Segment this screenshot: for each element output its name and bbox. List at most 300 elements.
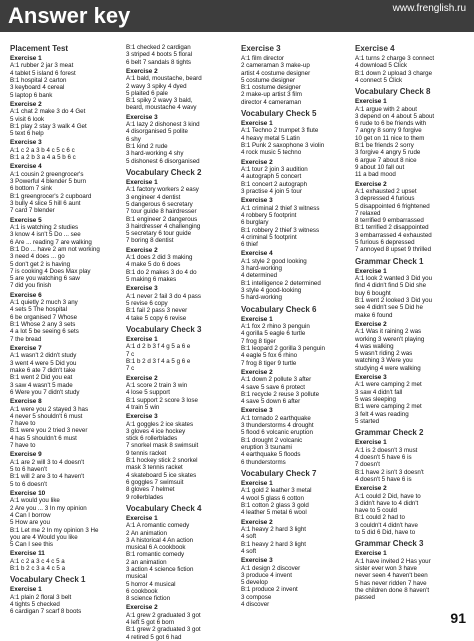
answer-line: 2 An animation [126, 529, 167, 537]
answer-line: 6 shy [126, 135, 141, 143]
exercise-heading: Exercise 9 [10, 451, 42, 459]
answer-line: 7 angry 8 sorry 9 forgive [355, 127, 422, 135]
answer-line: 4 left 5 got 6 born [126, 619, 175, 627]
answer-line: 5 costume designer [241, 76, 295, 84]
answer-line: B:1 recycle 2 reuse 3 pollute [241, 390, 320, 398]
answer-line: 4 autograph 5 concert [241, 173, 302, 181]
answer-line: 3 depend on 4 about 5 about [355, 112, 435, 120]
exercise-heading: Exercise 3 [241, 557, 273, 565]
answer-line: 6 goggles 7 swimsuit [126, 478, 184, 486]
answer-line: 4 soft [241, 533, 257, 541]
answer-line: 4 heavy metal 5 Latin [241, 134, 300, 142]
answer-line: 5 wasn't riding 2 was [355, 350, 413, 358]
answer-line: A:1 quietly 2 much 3 any [10, 299, 78, 307]
answer-line: A:1 style 2 good looking [241, 257, 307, 265]
answer-line: A:1 are 2 will 3 to 4 doesn't [10, 458, 85, 466]
answer-line: A:1 cousin 2 greengrocer's [10, 170, 84, 178]
answer-line: eruption 3 tsunami [241, 444, 292, 452]
answer-line: 4 sets 5 The hospital [10, 306, 67, 314]
answer-line: 2 cameraman 3 make-up [241, 62, 310, 70]
answer-line: 4 train 5 win [126, 403, 160, 411]
answer-line: 4 rock music 5 techno [241, 149, 302, 157]
answer-line: 3 produce 4 invent [241, 571, 292, 579]
answer-line: B:1 Punk 2 saxophone 3 violin [241, 142, 325, 150]
answer-line: musical [126, 573, 147, 581]
answer-line: 6 Are ... reading 7 are walking [10, 238, 92, 246]
answer-line: passed [355, 594, 375, 602]
exercise-heading: Exercise 2 [241, 368, 273, 376]
answer-line: 5 hard-working [241, 294, 282, 302]
answer-line: 7 doesn't [355, 461, 380, 469]
answer-line: 2 an animation [126, 558, 167, 566]
answer-line: 3 forgive 4 angry 5 rude [355, 149, 421, 157]
answer-line: 8 gloves 7 helmet [126, 486, 175, 494]
answer-line: 3 bully 4 slice 5 hill 6 aunt [10, 200, 81, 208]
answer-line: B:1 produce 2 invent [241, 586, 298, 594]
exercise-heading: Exercise 1 [241, 120, 273, 128]
answer-line: 8 terrified 9 embarrassed [355, 217, 424, 225]
section-heading: Vocabulary Check 7 [241, 468, 317, 478]
section-heading: Exercise 3 [241, 44, 281, 53]
answer-line: B:1 b 2 c 3 a 4 c 5 a [10, 565, 66, 573]
answer-line: A:1 is watching 2 studies [10, 224, 79, 232]
answer-line: A:1 have invited 2 Has your [355, 557, 431, 565]
answer-line: mask 3 tennis racket [126, 464, 183, 472]
answer-line: 5 revise 6 copy [126, 300, 168, 308]
answer-line: 3 thunderstorms 4 drought [241, 422, 314, 430]
answer-line: 4 take 5 copy 6 revise [126, 314, 187, 322]
answer-line: A:1 were you 2 stayed 3 has [10, 405, 89, 413]
answer-line: 3 saw 4 wasn't 5 made [10, 381, 73, 389]
answer-line: B:1 went 2 looked 3 Did you [355, 296, 433, 304]
answer-line: the children done 8 haven't [355, 586, 430, 594]
exercise-heading: Exercise 3 [126, 113, 158, 121]
answer-line: A:1 chat 2 make 3 do 4 Get [10, 108, 86, 116]
answer-line: B:1 costume designer [241, 84, 301, 92]
answer-line: 11 a bad mood [355, 171, 396, 179]
exercise-heading: Exercise 2 [126, 67, 158, 75]
answer-line: 3 hard-working [241, 265, 282, 273]
answer-line: A:1 does 2 did 3 making [126, 254, 193, 262]
site-url: www.frenglish.ru [392, 3, 466, 14]
answer-line: 7 did you finish [10, 282, 52, 290]
section-heading: Vocabulary Check 6 [241, 304, 317, 314]
answer-line: 4 a lot 5 be seeing 6 sets [10, 328, 79, 336]
answer-line: 6 cardigan 7 scarf 8 boots [10, 608, 82, 616]
answer-line: A:1 never 2 fail 3 do 4 pass [126, 292, 201, 300]
answer-line: 5 started [355, 417, 380, 425]
answer-line: 6 thunderstorms [241, 458, 286, 466]
answer-line: A:1 Was it raining 2 was [355, 328, 422, 336]
answer-line: B:1 will 2 are 3 to 4 haven't [10, 473, 85, 481]
exercise-heading: Exercise 8 [10, 398, 42, 406]
answer-line: 4 never 5 shouldn't 6 must [10, 412, 83, 420]
answer-line: B:1 went 2 Did you eat [10, 374, 73, 382]
answer-line: 5 horror 4 musical [126, 580, 176, 588]
exercise-heading: Exercise 1 [126, 335, 158, 343]
answer-line: A:1 Techno 2 trumpet 3 flute [241, 127, 319, 135]
answer-line: 4 eagle 5 fox 6 rhino [241, 352, 298, 360]
answer-line: 5 laptop 6 bank [10, 91, 53, 99]
answer-line: 4 make 5 do 6 does [126, 261, 181, 269]
answer-line: 3 A historical 4 An action [126, 536, 194, 544]
answer-line: A:1 c 2 a 3 b 4 c 5 c 6 c [10, 146, 75, 154]
answer-line: B:1 heavy 2 hard 3 light [241, 540, 307, 548]
answer-line: B:1 be friends 2 sorry [355, 142, 414, 150]
answer-line: 6 bottom 7 sink [10, 185, 52, 193]
answer-line: 3 embarrassed 4 exhausted [355, 231, 432, 239]
exercise-heading: Exercise 1 [355, 439, 387, 447]
answer-line: 3 striped 4 boots 5 floral [126, 51, 193, 59]
answer-line: 2 Are you ... 3 In my opinion [10, 504, 87, 512]
answer-line: B:1 were camping 2 met [355, 403, 422, 411]
section-heading: Grammar Check 1 [355, 256, 424, 266]
answer-line: A:1 heavy 2 hard 3 light [241, 525, 307, 533]
answer-line: 5 secretary 6 tour guide [126, 230, 192, 238]
answer-line: 4 save 5 down 6 after [241, 398, 301, 406]
answer-line: A:1 film director [241, 55, 284, 62]
exercise-heading: Exercise 2 [126, 374, 158, 382]
answer-line: A:1 plain 2 floral 3 belt [10, 593, 72, 601]
exercise-heading: Exercise 1 [241, 479, 273, 487]
column-2 [126, 44, 234, 641]
exercise-heading: Exercise 2 [241, 518, 273, 526]
section-heading: Grammar Check 2 [355, 428, 424, 438]
exercise-heading: Exercise 2 [355, 180, 387, 188]
answer-line: stick 6 rollerblades [126, 435, 178, 443]
answer-line: buy 6 bought [355, 289, 391, 297]
answer-line: A:1 grew 2 graduated 3 got [126, 611, 201, 619]
answer-line: 9 rollerblades [126, 493, 164, 501]
answer-line: 4 discover [241, 600, 270, 608]
answer-line: artist 4 costume designer [241, 69, 311, 77]
exercise-heading: Exercise 1 [126, 514, 158, 522]
exercise-heading: Exercise 4 [10, 163, 42, 171]
exercise-heading: Exercise 3 [126, 285, 158, 293]
answer-line: 5 to 6 doesn't [10, 480, 47, 488]
answer-line: B:1 have 2 isn't 3 doesn't [355, 468, 424, 476]
answer-line: 7 frog 8 tiger [241, 337, 276, 345]
answer-line: B:1 were you 2 tried 3 never [10, 427, 88, 435]
answer-line: 7 is cooking 4 Does Max play [10, 267, 91, 275]
answer-line: 2 make-up artist 3 film [241, 91, 302, 99]
answer-line: A:1 design 2 discover [241, 564, 301, 572]
section-heading: Exercise 4 [355, 44, 395, 53]
answer-line: 9 tennis racket [126, 449, 167, 457]
answer-line: A:1 down 2 pollute 3 after [241, 376, 312, 384]
answer-line: 3 depressed 4 furious [355, 195, 415, 203]
section-heading: Grammar Check 3 [355, 539, 424, 549]
column-4 [355, 44, 472, 601]
answer-line: B:1 could 2 had to [355, 514, 405, 522]
answer-line: 5 dangerous 6 secretary [126, 200, 193, 208]
answer-line: 3 felt 4 was reading [355, 410, 409, 418]
exercise-heading: Exercise 2 [355, 320, 387, 328]
answer-line: A:1 were camping 2 met [355, 381, 422, 389]
page-number: 91 [450, 610, 466, 626]
answer-line: 4 leather 5 metal 6 wool [241, 509, 307, 517]
exercise-heading: Exercise 10 [10, 489, 46, 497]
answer-line: 6 argue 7 about 8 nice [355, 156, 417, 164]
exercise-heading: Exercise 2 [126, 246, 158, 254]
answer-line: 8 science fiction [126, 595, 171, 603]
answer-line: B:1 robbery 2 thief 3 witness [241, 226, 320, 234]
answer-line: 6 be organised 7 Whose [10, 313, 78, 321]
answer-line: A:1 would you like [10, 497, 60, 505]
answer-line: 5 furious 6 depressed [355, 239, 415, 247]
exercise-heading: Exercise 6 [10, 291, 42, 299]
exercise-heading: Exercise 3 [10, 139, 42, 147]
answer-line: A:1 wasn't 2 didn't study [10, 352, 77, 360]
answer-line: B:1 hockey stick 2 snorkel [126, 457, 198, 465]
exercise-heading: Exercise 2 [241, 158, 273, 166]
answer-line: 4 determined [241, 272, 278, 280]
answer-line: 3 practise 4 join 5 tour [241, 187, 302, 195]
answer-line: 7 tour guide 8 hairdresser [126, 208, 197, 216]
answer-line: to 5 did 6 Did, have to [355, 528, 416, 536]
answer-line: B:1 fail 2 pass 3 never [126, 307, 188, 315]
answer-line: A:1 tour 2 join 3 audition [241, 166, 308, 174]
answer-line: 2 wavy 3 spiky 4 dyed [126, 82, 187, 90]
answer-line: B:1 checked 2 cardigan [126, 44, 191, 51]
answer-line: 5 to 6 haven't [10, 466, 47, 474]
answer-line: 4 criminal 5 footprint [241, 233, 297, 241]
answer-line: 4 gorilla 5 eagle 6 turtle [241, 330, 306, 338]
answer-line: 6 thief [241, 241, 258, 249]
answer-line: 5 plaited 6 pale [126, 89, 168, 97]
answer-line: B:1 drought 2 volcanic [241, 436, 303, 444]
answer-line: 7 boring 8 dentist [126, 237, 174, 245]
section-heading: Vocabulary Check 2 [126, 167, 202, 177]
answer-line: 3 went 4 were 5 Did you [10, 359, 77, 367]
answer-line: B:1 romantic comedy [126, 551, 185, 559]
answer-line: 3 action 4 science fiction [126, 565, 194, 573]
answer-line: B:1 spiky 2 wavy 3 bald, [126, 97, 193, 105]
answer-line: 4 download 5 Click [355, 62, 407, 70]
answer-line: 5 has never ridden 7 have [355, 579, 427, 587]
answer-line: A:1 factory workers 2 easy [126, 186, 199, 194]
exercise-heading: Exercise 5 [10, 216, 42, 224]
answer-line: 7 snorkel mask 8 swimsuit [126, 442, 199, 450]
section-heading: Vocabulary Check 4 [126, 503, 202, 513]
answer-line: 7 the bread [10, 335, 42, 343]
answer-line: 3 hard-working 4 shy [126, 150, 184, 158]
answer-line: 5 Can I see this [10, 541, 53, 549]
answer-line: 6 burglary [241, 219, 269, 227]
answer-line: 4 has 5 shouldn't 6 must [10, 434, 77, 442]
answer-line: 7 c [126, 350, 135, 358]
answer-line: 4 connect 5 Click [355, 76, 403, 84]
exercise-heading: Exercise 1 [355, 98, 387, 106]
answer-line: 5 dishonest 6 disorganised [126, 157, 200, 165]
answer-line: 4 soft [241, 547, 257, 555]
answer-line: 7 relaxed [355, 209, 381, 217]
answer-line: A:1 fox 2 rhino 3 penguin [241, 323, 310, 331]
column-1 [10, 44, 122, 616]
answer-line: 5 text 6 help [10, 130, 44, 138]
answer-line: 5 disappointed 6 frightened [355, 202, 430, 210]
section-heading: Vocabulary Check 1 [10, 575, 86, 585]
answer-line: A:1 turns 2 charge 3 connect [355, 55, 435, 62]
page-title: Answer key [8, 3, 131, 28]
header-bar [0, 0, 474, 32]
answer-line: A:1 is 2 doesn't 3 must [355, 446, 418, 454]
answer-line: 7 c [126, 365, 135, 373]
answer-line: see 4 didn't see 5 Did he [355, 304, 423, 312]
answer-line: B:1 play 2 stay 3 walk 4 Get [10, 122, 87, 130]
answer-line: 9 about 10 fall out [355, 163, 405, 171]
answer-line: 7 card 7 blender [10, 207, 55, 215]
answer-line: make 6 ate 7 didn't take [10, 366, 76, 374]
exercise-heading: Exercise 1 [10, 55, 42, 62]
answer-line: 7 have to [10, 420, 36, 428]
answer-line: 5 flood 6 volcanic eruption [241, 429, 313, 437]
answer-line: 5 was sleeping [355, 396, 396, 404]
answer-line: A:1 look 2 wanted 3 Did you [355, 275, 433, 283]
answer-line: 4 tablet 5 island 6 forest [10, 69, 76, 77]
answer-line: A:1 lazy 2 dishonest 3 kind [126, 121, 200, 129]
answer-line: A:1 goggles 2 ice skates [126, 420, 194, 428]
answer-line: 3 didn't have to 4 didn't [355, 499, 419, 507]
section-heading: Vocabulary Check 3 [126, 324, 202, 334]
answer-line: 10 get on 11 nice to them [355, 134, 425, 142]
exercise-heading: Exercise 3 [355, 374, 387, 382]
answer-line: 6 belt 7 sandals 8 tights [126, 58, 192, 66]
answer-line: A:1 A romantic comedy [126, 522, 190, 530]
answer-line: B:1 kind 2 rude [126, 143, 168, 151]
answer-line: 5 develop [241, 579, 268, 587]
answer-line: 3 keyboard 4 cereal [10, 84, 65, 92]
answer-line: 3 engineer 4 dentist [126, 193, 181, 201]
answer-line: 3 gloves 4 ice hockey [126, 427, 186, 435]
exercise-heading: Exercise 1 [241, 315, 273, 323]
answer-line: B:1 a 2 b 3 a 4 a 5 b 6 c [10, 154, 76, 162]
answer-line: B:1 support 2 score 3 lose [126, 396, 198, 404]
answer-line: A:1 bald, moustache, beard [126, 75, 202, 83]
section-heading: Placement Test [10, 44, 69, 53]
answer-line: B:1 greengrocer's 2 cupboard [10, 192, 92, 200]
answer-line: B:1 Let me 2 In my opinion 3 He [10, 526, 99, 534]
answer-line: 3 couldn't 4 didn't have [355, 521, 418, 529]
answer-line: never seen 4 haven't been [355, 572, 428, 580]
answer-line: 4 skateboard 5 ice skates [126, 471, 197, 479]
answer-line: B:1 cotton 2 glass 3 gold [241, 501, 309, 509]
exercise-heading: Exercise 11 [10, 550, 45, 558]
answer-line: 4 wool 5 glass 6 cotton [241, 494, 304, 502]
exercise-heading: Exercise 2 [126, 604, 158, 612]
answer-line: you are 4 Would you like [10, 533, 78, 541]
answer-line: A:1 c 2 a 3 c 4 c 5 a [10, 557, 65, 565]
answer-line: B:1 grew 2 graduated 3 got [126, 626, 201, 634]
answer-line: 5 are you watching 6 saw [10, 275, 80, 283]
answer-line: 4 save 5 save 6 protect [241, 383, 305, 391]
answer-line: A:1 argue with 2 about [355, 105, 417, 113]
exercise-heading: Exercise 1 [355, 550, 387, 558]
answer-line: 4 Can I borrow [10, 511, 51, 519]
answer-line: 4 retired 5 got 6 had [126, 633, 182, 641]
answer-line: 6 rude to 6 be friends with [355, 120, 427, 128]
exercise-heading: Exercise 1 [10, 586, 42, 594]
answer-line: beard, moustache 4 wavy [126, 104, 197, 112]
answer-line: B:1 Do ... have 2 am not working [10, 245, 100, 253]
answer-line: A:1 tornado 2 earthquake [241, 414, 311, 422]
answer-line: B:1 hospital 2 carton [10, 77, 67, 84]
answer-line: B:1 terrified 2 disappointed [355, 224, 429, 232]
answer-line: B:1 leopard 2 gorilla 3 penguin [241, 344, 325, 352]
answer-line: 3 Powerful 4 blender 5 burn [10, 178, 87, 186]
answer-line: 3 need 4 does ... go [10, 253, 65, 261]
exercise-heading: Exercise 3 [241, 407, 273, 415]
answer-line: 4 disorganised 5 polite [126, 128, 188, 136]
answer-line: 7 have to [10, 442, 36, 450]
answer-line: 5 don't get 2 is having [10, 260, 71, 268]
answer-line: 4 earthquake 5 floods [241, 451, 301, 459]
answer-line: 3 style 4 good-looking [241, 287, 302, 295]
answer-line: 5 visit 6 look [10, 115, 45, 123]
answer-line: 3 compose [241, 593, 272, 601]
answer-line: A:1 d 2 b 3 f 4 g 5 a 6 e [126, 343, 191, 351]
answer-line: 7 annoyed 8 upset 9 thrilled [355, 246, 432, 254]
exercise-heading: Exercise 7 [10, 344, 42, 352]
answer-line: B:1 concert 2 autograph [241, 180, 308, 188]
answer-line: have to 5 could [355, 507, 397, 515]
section-heading: Vocabulary Check 8 [355, 87, 431, 97]
answer-line: 3 know 4 isn't 5 Do ... see [10, 231, 81, 239]
column-3 [241, 44, 349, 608]
answer-line: studying 4 were walking [355, 364, 421, 372]
exercise-heading: Exercise 1 [355, 267, 387, 275]
section-heading: Vocabulary Check 5 [241, 109, 317, 119]
exercise-heading: Exercise 3 [126, 413, 158, 421]
exercise-heading: Exercise 2 [355, 485, 387, 493]
answer-line: B:1 down 2 upload 3 charge [355, 69, 433, 77]
answer-line: 6 Were you 7 didn't study [10, 388, 80, 396]
answer-line: 4 was walking [355, 342, 394, 350]
answer-line: watching 3 Were you [355, 357, 413, 365]
exercise-heading: Exercise 2 [10, 100, 42, 108]
answer-line: A:1 rubber 2 jar 3 meat [10, 62, 74, 70]
answer-line: musical 6 A cookbook [126, 544, 186, 552]
answer-line: director 4 cameraman [241, 98, 302, 106]
exercise-heading: Exercise 4 [241, 250, 273, 258]
answer-line: 4 doesn't 5 have 6 is [355, 453, 412, 461]
answer-line: A:1 criminal 2 thief 3 witness [241, 204, 320, 212]
answer-line: B:1 do 2 makes 3 do 4 do [126, 268, 197, 276]
answer-line: A:1 score 2 train 3 win [126, 381, 188, 389]
answer-line: B:1 b 2 d 3 f 4 a 5 g 6 e [126, 357, 191, 365]
answer-line: B:1 engineer 2 dangerous [126, 215, 198, 223]
answer-line: 4 doesn't 5 have 6 is [355, 475, 412, 483]
exercise-heading: Exercise 1 [126, 178, 158, 186]
answer-line: 4 lose 5 support [126, 389, 171, 397]
answer-line: 3 hairdresser 4 challenging [126, 222, 201, 230]
answer-line: A:1 could 2 Did, have to [355, 492, 421, 500]
answer-line: 4 robbery 5 footprint [241, 211, 297, 219]
answer-line: B:1 intelligence 2 determined [241, 279, 321, 287]
answer-line: sister ever won 3 have [355, 564, 417, 572]
answer-line: 7 frog 8 tiger 9 turtle [241, 359, 297, 367]
answer-line: 5 making 6 makes [126, 276, 177, 284]
answer-line: 4 tights 5 checked [10, 601, 60, 609]
answer-line: A:1 gold 2 leather 3 metal [241, 487, 312, 495]
answer-line: find 4 didn't find 5 Did she [355, 282, 427, 290]
exercise-heading: Exercise 3 [241, 197, 273, 205]
answer-line: A:1 exhausted 2 upset [355, 187, 417, 195]
answer-line: 5 How are you [10, 519, 50, 527]
answer-line: 3 saw 4 didn't fall [355, 388, 403, 396]
answer-line: B:1 Whose 2 any 3 sets [10, 321, 76, 329]
answer-line: make 6 found [355, 311, 393, 319]
